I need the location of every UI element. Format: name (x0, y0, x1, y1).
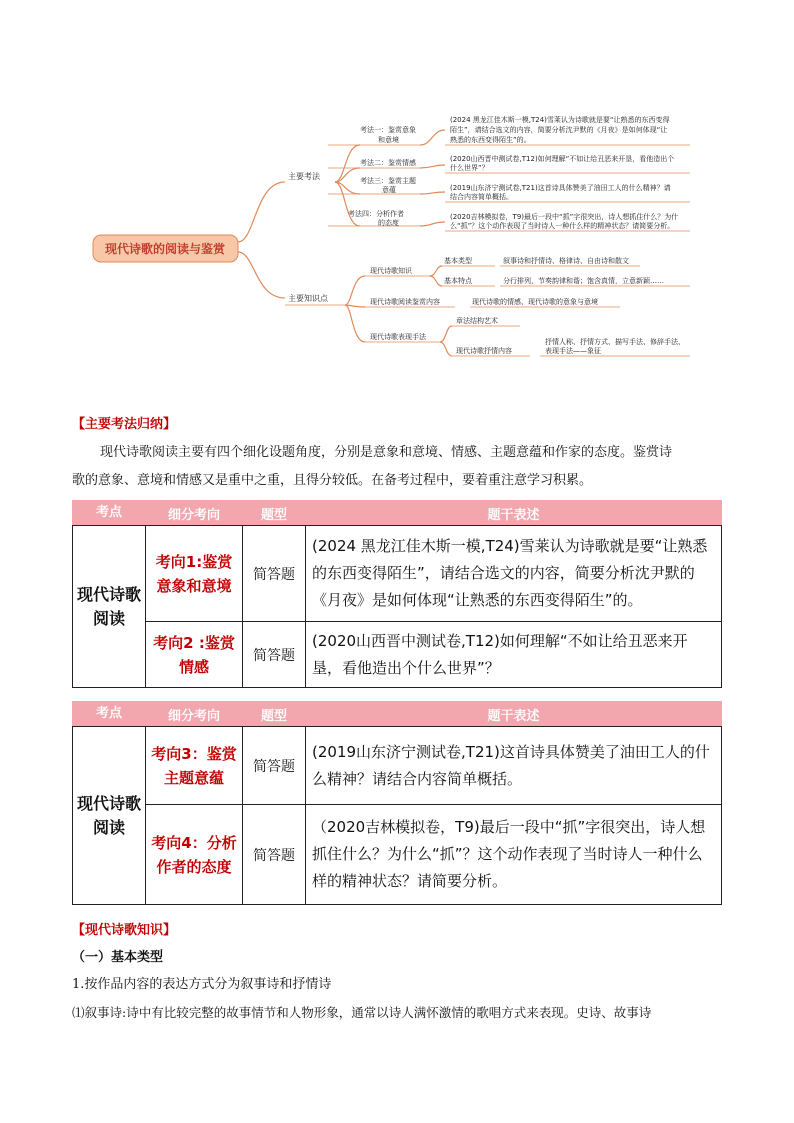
method4-name: 考法四：分析作者 (348, 210, 404, 218)
knowledge-basic-features: 基本特点 (444, 277, 472, 285)
header-question: 题干表述 (306, 702, 722, 727)
mind-map (0, 0, 794, 380)
direction-line: 作者的态度 (156, 857, 232, 876)
knowledge-basic-types: 基本类型 (444, 257, 472, 265)
header-dir: 细分考向 (146, 702, 243, 727)
method1-desc-2: 陌生”，请结合选文的内容，简要分析沈尹默的《月夜》是如何体现“让 (450, 126, 668, 134)
knowledge-line-1: 1.按作品内容的表达方式分为叙事诗和抒情诗 (72, 977, 332, 992)
direction-line: 考向1:鉴赏 (155, 552, 233, 571)
branch-main-methods: 主要考法 (288, 172, 320, 181)
knowledge-techniques: 现代诗歌表现手法 (370, 333, 426, 341)
type-cell: 简答题 (243, 805, 306, 905)
method4-desc: (2020吉林模拟卷，T9)最后一段中“抓”字很突出，诗人想抓住什么？为什 (450, 213, 679, 221)
section-title-knowledge: 【现代诗歌知识】 (72, 923, 177, 938)
method2-desc-2: 什么世界”？ (450, 164, 489, 172)
direction-line: 意象和意境 (156, 576, 232, 595)
knowledge-lyric-content-value-2: 表现手法——象征 (545, 347, 601, 355)
kd-line: 现代诗歌 (76, 793, 141, 813)
section-title-main-methods: 【主要考法归纳】 (72, 417, 177, 432)
header-type: 题型 (243, 501, 306, 526)
direction-cell (146, 526, 243, 622)
direction-cell (146, 622, 243, 688)
branch-main-knowledge: 主要知识点 (288, 294, 328, 303)
kd-line: 阅读 (92, 608, 125, 628)
kd-cell (73, 727, 146, 905)
method1-name-2: 和意境 (378, 136, 399, 144)
summary-paragraph-line1: 现代诗歌阅读主要有四个细化设题角度，分别是意象和意境、情感、主题意蕴和作家的态度。鉴赏诗 (100, 445, 673, 460)
exam-table-1 (72, 500, 722, 688)
question-cell: (2024 黑龙江佳木斯一模,T24)雪莱认为诗歌就是要“让熟悉的东西变得陌生”，请结合选文的内容，简要分析沈尹默的《月夜》是如何体现“让熟悉的东西变得陌生”的。 (306, 526, 722, 622)
knowledge-poetry-knowledge: 现代诗歌知识 (370, 267, 412, 275)
method4-name-2: 的态度 (378, 219, 399, 227)
method3-desc-2: 结合内容简单概括。 (450, 193, 513, 201)
kd-cell (73, 526, 146, 688)
knowledge-basic-features-value: 分行排列，节奏韵律和谐；饱含真情，立意新颖…… (503, 277, 664, 285)
mindmap-root-label: 现代诗歌的阅读与鉴赏 (104, 242, 226, 256)
knowledge-lyric-content-value: 抒情人称、抒情方式、描写手法、修辞手法、 (545, 338, 685, 346)
subsection-basic-types: （一）基本类型 (72, 950, 164, 965)
knowledge-appreciation: 现代诗歌阅读鉴赏内容 (370, 298, 440, 306)
type-cell: 简答题 (243, 622, 306, 688)
direction-line: 情感 (178, 657, 209, 676)
exam-table-2 (72, 701, 722, 905)
direction-line: 考向4：分析 (151, 833, 237, 852)
direction-line: 考向3：鉴赏 (151, 744, 237, 763)
header-kd: 考点 (73, 702, 146, 727)
header-question: 题干表述 (306, 501, 722, 526)
direction-cell (146, 727, 243, 805)
header-type: 题型 (243, 702, 306, 727)
direction-line: 主题意蕴 (163, 768, 224, 787)
question-cell: (2020山西晋中测试卷,T12)如何理解“不如让给丑恶来开垦，看他造出个什么世界”？ (306, 622, 722, 688)
knowledge-structure-art: 章法结构艺术 (456, 317, 498, 325)
kd-line: 阅读 (92, 817, 125, 837)
knowledge-lyric-content: 现代诗歌抒情内容 (456, 347, 512, 355)
method1-desc-3: 熟悉的东西变得陌生”的。 (450, 136, 531, 144)
type-cell: 简答题 (243, 526, 306, 622)
method2-desc: (2020山西晋中测试卷,T12)如何理解“不如让给丑恶来开垦，看他造出个 (450, 155, 675, 163)
question-cell: (2019山东济宁测试卷,T21)这首诗具体赞美了油田工人的什么精神？请结合内容简单概括。 (306, 727, 722, 805)
question-cell: （2020吉林模拟卷，T9)最后一段中“抓”字很突出，诗人想抓住什么？为什么“抓”？这个动作表现了当时诗人一种什么样的精神状态？请简要分析。 (306, 805, 722, 905)
knowledge-line-2: ⑴叙事诗:诗中有比较完整的故事情节和人物形象，通常以诗人满怀激情的歌唱方式来表现。史诗、故事诗 (72, 1005, 652, 1020)
kd-line: 现代诗歌 (76, 584, 141, 604)
method2-name: 考法二：鉴赏情感 (360, 159, 416, 167)
header-dir: 细分考向 (146, 501, 243, 526)
direction-cell (146, 805, 243, 905)
method1-desc: (2024 黑龙江佳木斯一模,T24)雪莱认为诗歌就是要“让熟悉的东西变得 (450, 116, 670, 124)
method3-name: 考法三：鉴赏主题 (360, 177, 416, 185)
method3-name-2: 意蕴 (382, 186, 396, 194)
knowledge-appreciation-value: 现代诗歌的情感、现代诗歌的意象与意境 (472, 298, 598, 306)
direction-line: 考向2 :鉴赏 (153, 633, 235, 652)
summary-paragraph-line2: 歌的意象、意境和情感又是重中之重，且得分较低。在备考过程中，要着重注意学习积累。 (72, 473, 593, 488)
method1-name: 考法一：鉴赏意象 (360, 126, 416, 134)
method3-desc: (2019山东济宁测试卷,T21)这首诗具体赞美了油田工人的什么精神？请 (450, 184, 671, 192)
method4-desc-2: 么“抓”？这个动作表现了当时诗人一种什么样的精神状态？请简要分析。 (450, 222, 675, 230)
header-kd: 考点 (73, 501, 146, 526)
type-cell: 简答题 (243, 727, 306, 805)
knowledge-basic-types-value: 叙事诗和抒情诗、格律诗、自由诗和散文 (503, 257, 629, 265)
